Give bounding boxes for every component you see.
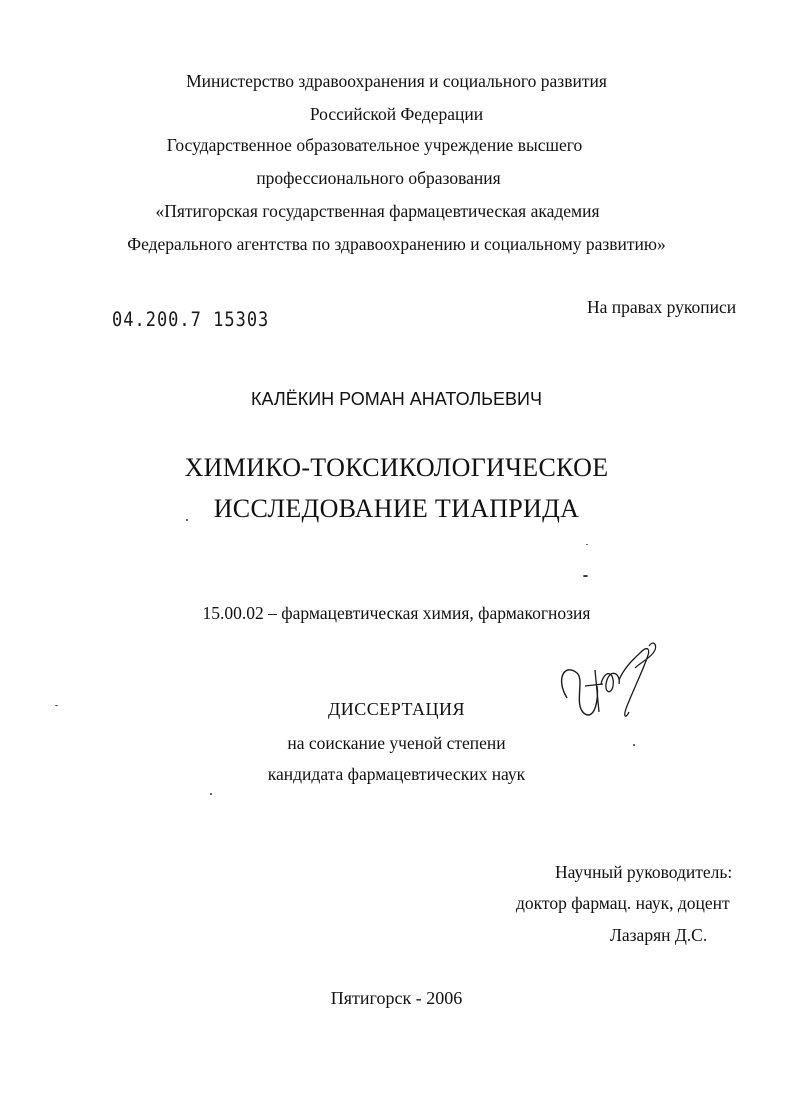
supervisor-label: Научный руководитель:: [555, 862, 733, 882]
scan-speck: [633, 744, 635, 746]
scan-speck: [186, 519, 188, 521]
library-stamp-number: 04.200.7 15303: [112, 308, 270, 332]
ministry-line-1: Министерство здравоохранения и социального развития: [186, 71, 607, 91]
specialty-code: 15.00.02 – фармацевтическая химия, фармакогнозия: [202, 603, 591, 623]
dissertation-heading: ДИССЕРТАЦИЯ: [327, 699, 466, 719]
scan-speck: [586, 544, 588, 545]
scan-speck: [210, 793, 212, 795]
author-name: КАЛЁКИН РОМАН АНАТОЛЬЕВИЧ: [251, 389, 542, 409]
degree-purpose: на соискание ученой степени: [287, 733, 506, 753]
degree-name: кандидата фармацевтических наук: [267, 764, 526, 784]
ministry-line-2: Российской Федерации: [309, 104, 484, 124]
institution-line-2: профессионального образования: [256, 168, 501, 188]
dissertation-title-line-2: ИССЛЕДОВАНИЕ ТИАПРИДА: [213, 494, 580, 523]
institution-line-1: Государственное образовательное учреждение высшего: [166, 135, 583, 155]
handwritten-signature-icon: [555, 628, 665, 728]
rights-note: На правах рукописи: [587, 297, 737, 317]
scan-speck: [55, 705, 58, 706]
dissertation-title-line-1: ХИМИКО-ТОКСИКОЛОГИЧЕСКОЕ: [184, 453, 609, 482]
supervisor-name: Лазарян Д.С.: [610, 925, 708, 945]
academy-line-2: Федерального агентства по здравоохранению и социальному развитию»: [127, 234, 666, 254]
academy-line-1: «Пятигорская государственная фармацевтическая академия: [155, 201, 600, 221]
scan-speck: [583, 575, 588, 577]
city-year: Пятигорск - 2006: [330, 988, 463, 1008]
supervisor-degree: доктор фармац. наук, доцент: [516, 893, 730, 913]
